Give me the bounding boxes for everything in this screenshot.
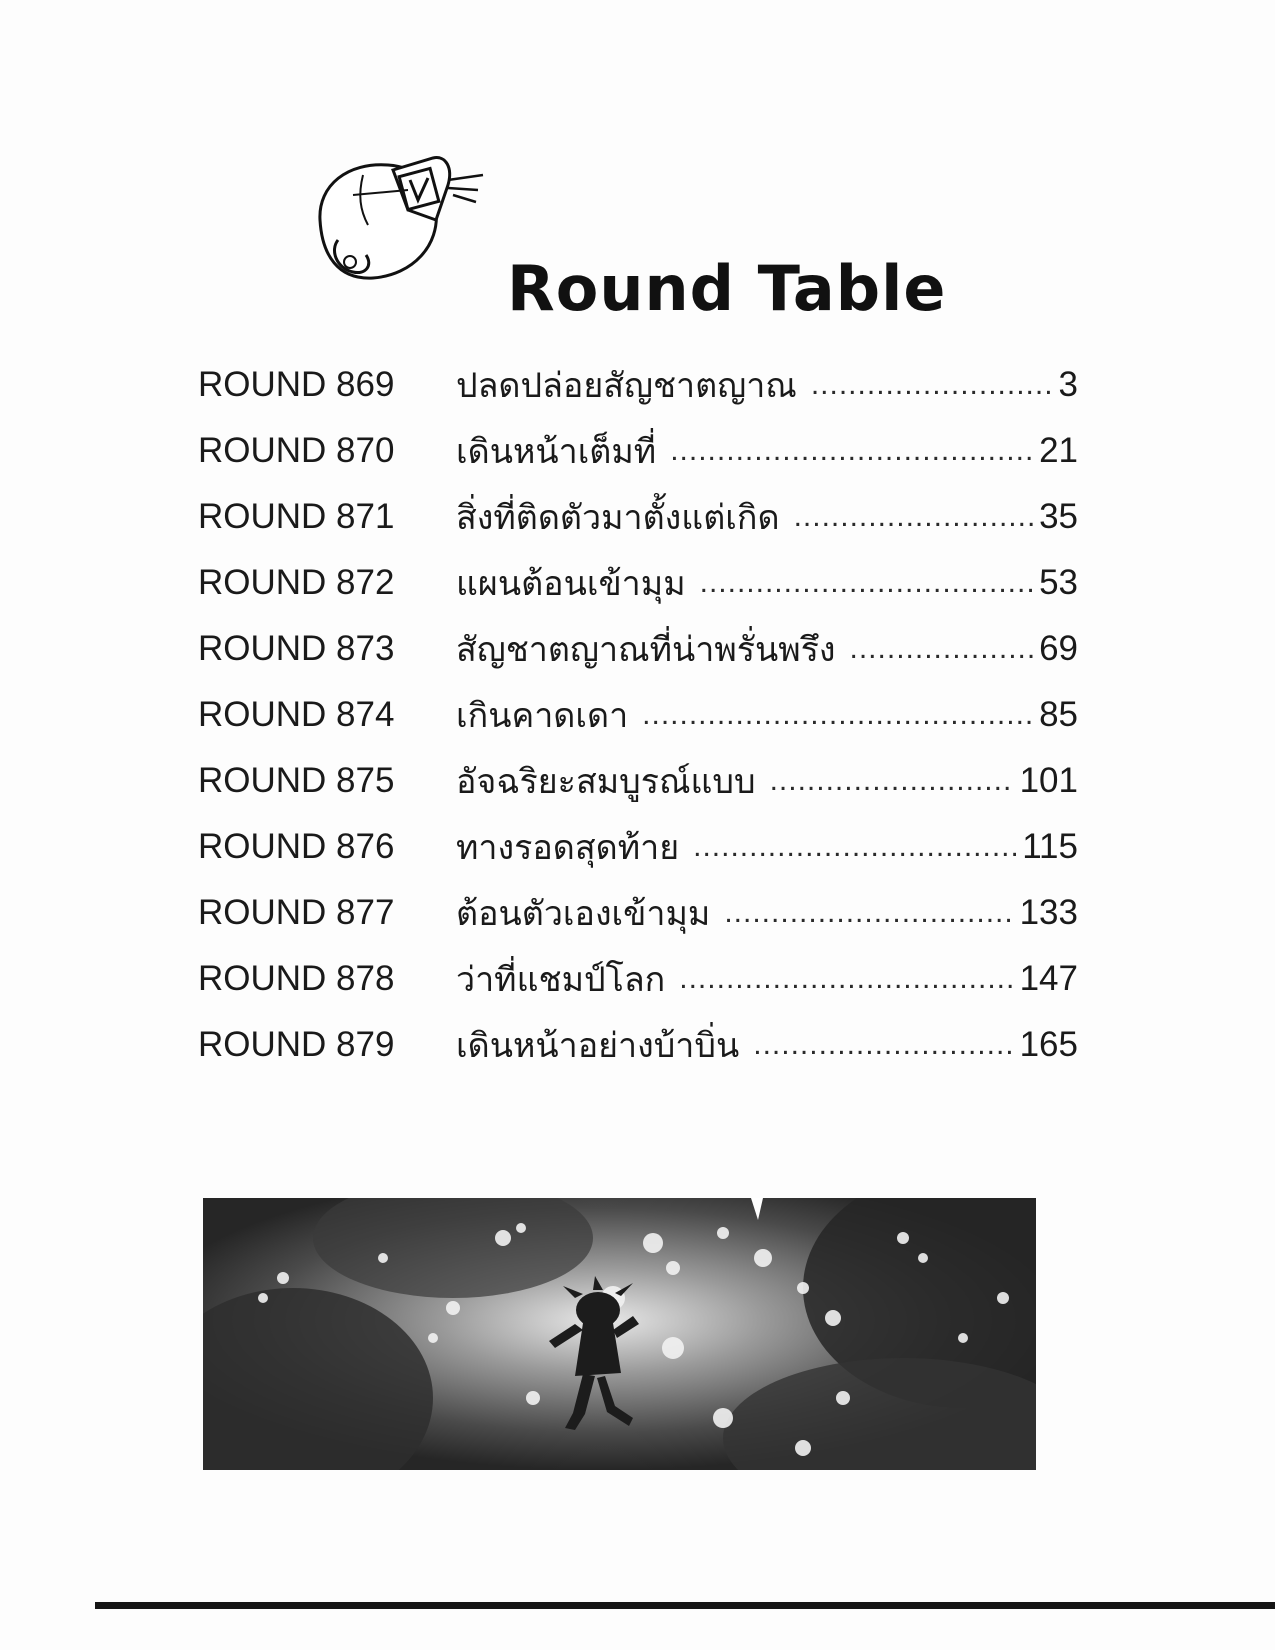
page-number: 69 — [1039, 629, 1078, 668]
page-number: 53 — [1039, 563, 1078, 602]
toc-entry — [198, 946, 1078, 1012]
toc-entry — [198, 484, 1078, 550]
toc-entry — [198, 748, 1078, 814]
dot-leader — [811, 370, 1053, 418]
page-number: 147 — [1019, 959, 1078, 998]
dot-leader — [794, 502, 1033, 550]
toc-entry — [198, 616, 1078, 682]
chapter-title: เกินคาดเดา — [456, 696, 629, 736]
round-number: ROUND 877 — [198, 893, 395, 932]
dot-leader — [670, 436, 1033, 484]
page-number: 115 — [1022, 827, 1078, 866]
manga-panel-illustration — [203, 1198, 1036, 1470]
round-number: ROUND 878 — [198, 959, 395, 998]
dot-leader — [850, 634, 1034, 682]
toc-entry — [198, 1012, 1078, 1078]
round-number: ROUND 874 — [198, 695, 395, 734]
round-number: ROUND 869 — [198, 365, 395, 404]
round-number: ROUND 873 — [198, 629, 395, 668]
dot-leader — [753, 1030, 1013, 1078]
round-number: ROUND 872 — [198, 563, 395, 602]
page-number: 35 — [1039, 497, 1078, 536]
chapter-title: แผนต้อนเข้ามุม — [456, 564, 686, 604]
table-of-contents — [198, 352, 1078, 1078]
chapter-title: ทางรอดสุดท้าย — [456, 828, 680, 868]
chapter-title: ต้อนตัวเองเข้ามุม — [456, 894, 711, 934]
page-number: 3 — [1058, 365, 1078, 404]
chapter-title: สัญชาตญาณที่น่าพรั่นพรึง — [456, 630, 836, 670]
page-number: 85 — [1039, 695, 1078, 734]
page-title: Round Table — [507, 252, 947, 325]
dot-leader — [724, 898, 1013, 946]
dot-leader — [693, 832, 1016, 880]
toc-entry — [198, 880, 1078, 946]
page-number: 165 — [1019, 1025, 1078, 1064]
dot-leader — [700, 568, 1033, 616]
dot-leader — [770, 766, 1014, 814]
round-number: ROUND 870 — [198, 431, 395, 470]
page-number: 21 — [1039, 431, 1078, 470]
round-number: ROUND 875 — [198, 761, 395, 800]
dot-leader — [642, 700, 1033, 748]
toc-entry — [198, 352, 1078, 418]
chapter-title: เดินหน้าอย่างบ้าบิ่น — [456, 1026, 740, 1066]
page-number: 101 — [1019, 761, 1078, 800]
bottom-rule — [95, 1602, 1275, 1609]
toc-entry — [198, 682, 1078, 748]
chapter-title: สิ่งที่ติดตัวมาตั้งแต่เกิด — [456, 498, 780, 538]
chapter-title: เดินหน้าเต็มที่ — [456, 432, 657, 472]
page-number: 133 — [1019, 893, 1078, 932]
round-number: ROUND 879 — [198, 1025, 395, 1064]
boxing-glove-icon — [308, 150, 508, 300]
dot-leader — [679, 964, 1013, 1012]
toc-entry — [198, 550, 1078, 616]
round-number: ROUND 876 — [198, 827, 395, 866]
chapter-title: ปลดปล่อยสัญชาตญาณ — [456, 366, 797, 406]
round-number: ROUND 871 — [198, 497, 395, 536]
toc-entry — [198, 418, 1078, 484]
chapter-title: อัจฉริยะสมบูรณ์แบบ — [456, 762, 756, 802]
toc-entry — [198, 814, 1078, 880]
chapter-title: ว่าที่แชมป์โลก — [456, 960, 666, 1000]
